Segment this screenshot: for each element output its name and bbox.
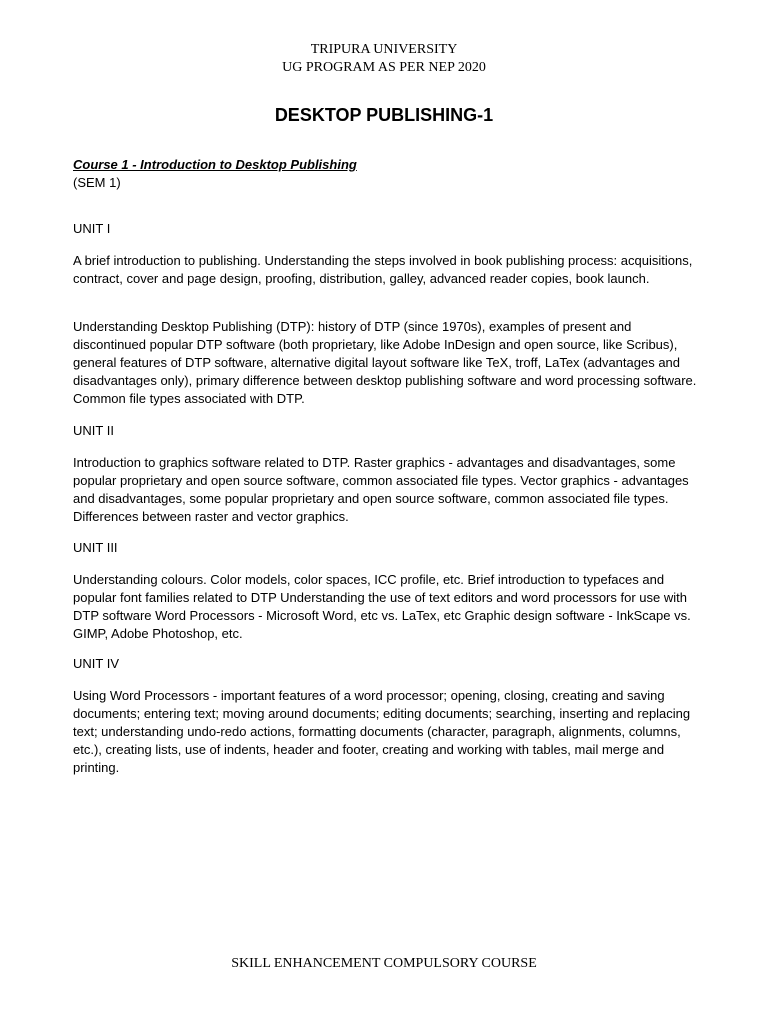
semester-label: (SEM 1) [73, 175, 121, 190]
course-title: Course 1 - Introduction to Desktop Publishing [73, 157, 357, 172]
unit-heading: UNIT I [73, 221, 111, 236]
course-heading [73, 156, 697, 192]
unit-paragraph: Understanding colours. Color models, color spaces, ICC profile, etc. Brief introduction to typefaces and popular font families related to DTP Understanding the use of text editors and word processors for use with DTP software Word Processors - Microsoft Word, etc vs. LaTex, etc Graphic design software - InkScape vs. GIMP, Adobe Photoshop, etc. [73, 572, 691, 641]
document-title: DESKTOP PUBLISHING-1 [274, 105, 494, 125]
unit-paragraph: Using Word Processors - important features of a word processor; opening, closing, creating and saving documents; entering text; moving around documents; editing documents; searching, inserting and replacing text; understanding undo-redo actions, formatting documents (character, paragraph, alignments, columns, etc.), creating lists, use of indents, header and footer, creating and working with tables, mail merge and printing. [73, 688, 691, 775]
unit-paragraph: Introduction to graphics software related to DTP. Raster graphics - advantages and disadvantages, some popular proprietary and open source software, common associated file types. Vector graphics - advantages and disadvantages, some popular proprietary and open source software, common associated file types. Differences between raster and vector graphics. [73, 455, 689, 524]
unit-paragraph: Understanding Desktop Publishing (DTP): history of DTP (since 1970s), examples of present and discontinued popular DTP software (both proprietary, like Adobe InDesign and open source, like Scribus), general features of DTP software, alternative digital layout software like TeX, troff, LaTex (advantages and disadvantages only), primary difference between desktop publishing software and word processing software. Common file types associated with DTP. [73, 319, 697, 406]
footer-label: SKILL ENHANCEMENT COMPULSORY COURSE [231, 956, 537, 971]
university-name: TRIPURA UNIVERSITY [310, 42, 458, 57]
unit-heading: UNIT IV [73, 656, 119, 671]
unit-heading: UNIT II [73, 423, 114, 438]
unit-heading: UNIT III [73, 540, 118, 555]
program-name: UG PROGRAM AS PER NEP 2020 [282, 60, 486, 75]
unit-paragraph: A brief introduction to publishing. Understanding the steps involved in book publishing process: acquisitions, contract, cover and page design, proofing, distribution, galley, advanced reader copies, book launch. [73, 253, 693, 286]
